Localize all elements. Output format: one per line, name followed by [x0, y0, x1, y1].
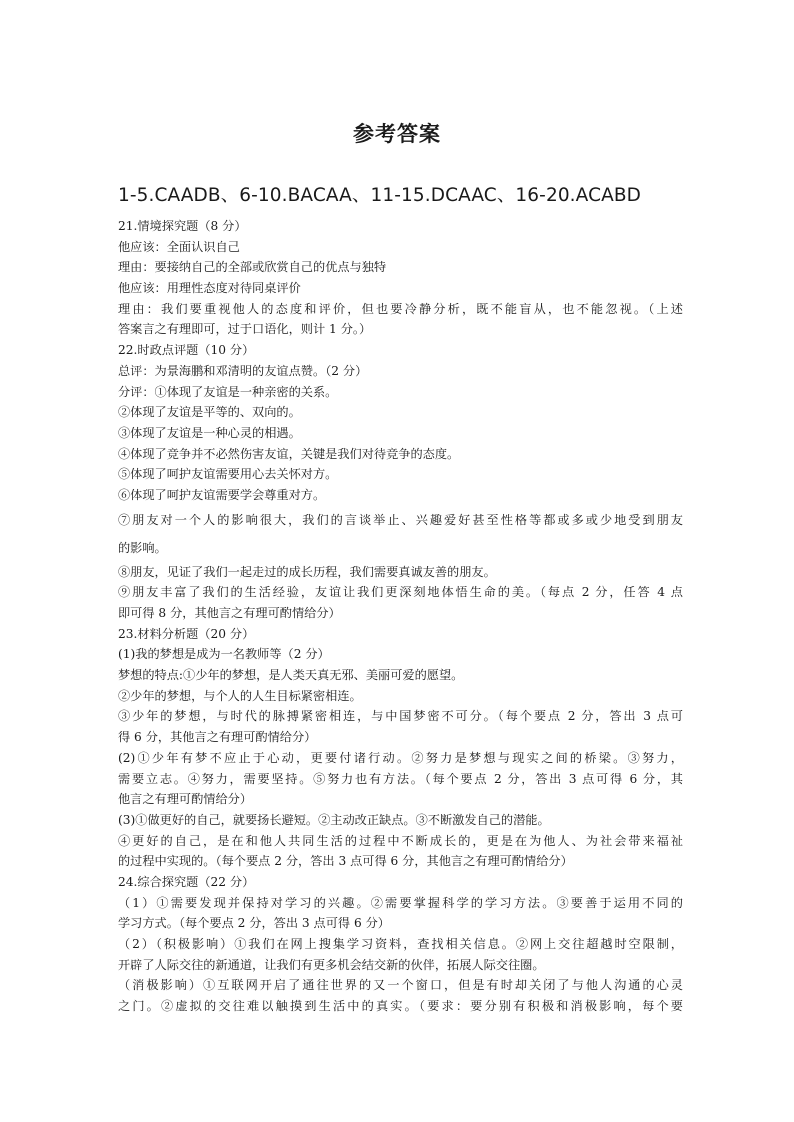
- text-line: 他言之有理可酌情给分）: [118, 792, 253, 807]
- text-line: (3)①做更好的自己，就要扬长避短。②主动改正缺点。③不断激发自己的潜能。: [118, 812, 550, 827]
- answer-body: [118, 216, 683, 1017]
- text-line: 答案言之有理即可，过于口语化，则计 1 分。）: [118, 322, 372, 337]
- text-line: (2)①少年有梦不应止于心动，更要付诸行动。②努力是梦想与现实之间的桥梁。③努力，: [118, 750, 683, 765]
- text-line: ⑥体现了呵护友谊需要学会尊重对方。: [118, 487, 326, 502]
- text-line: 理由：我们要重视他人的态度和评价，但也要冷静分析，既不能盲从，也不能忽视。（上述: [118, 301, 683, 316]
- text-line: 理由：要接纳自己的全部或欣赏自己的优点与独特: [118, 260, 387, 275]
- text-line: 21.情境探究题（8 分）: [118, 219, 247, 233]
- text-line: 24.综合探究题（22 分）: [118, 874, 255, 889]
- text-line: ②体现了友谊是平等的、双向的。: [118, 405, 301, 420]
- text-line: （2）（积极影响）①我们在网上搜集学习资料，查找相关信息。②网上交往超越时空限制，: [118, 937, 683, 951]
- text-line: （1）①需要发现并保持对学习的兴趣。②需要掌握科学的学习方法。③要善于运用不同的: [118, 895, 683, 910]
- text-line: ⑦朋友对一个人的影响很大，我们的言谈举止、兴趣爱好甚至性格等都或多或少地受到朋友: [118, 512, 683, 527]
- text-line: 的影响。: [118, 540, 167, 555]
- text-line: 分评：①体现了友谊是一种亲密的关系。: [118, 384, 338, 399]
- text-line: 之门。②虚拟的交往难以触摸到生活中的真实。（要求：要分别有积极和消极影响，每个要: [118, 999, 683, 1014]
- text-line: 需要立志。④努力，需要坚持。⑤努力也有方法。（每个要点 2 分，答出 3 点可得 6 分，其: [118, 771, 683, 786]
- text-line: （消极影响）①互联网开启了通往世界的又一个窗口，但是有时却关闭了与他人沟通的心灵: [118, 978, 683, 993]
- text-line: 他应该：全面认识自己: [118, 239, 240, 254]
- text-line: ③少年的梦想，与时代的脉搏紧密相连，与中国梦密不可分。（每个要点 2 分，答出 3 点可: [118, 709, 683, 724]
- page-title: 参考答案: [353, 122, 441, 146]
- text-line: 总评：为景海鹏和邓清明的友谊点赞。（2 分）: [118, 363, 368, 378]
- text-line: 22.时政点评题（10 分）: [118, 343, 255, 358]
- choice-answers: 1-5.CAADB、6-10.BACAA、11-15.DCAAC、16-20.ACABD: [118, 185, 642, 206]
- text-line: 梦想的特点:①少年的梦想，是人类天真无邪、美丽可爱的愿望。: [118, 668, 464, 683]
- text-line: ⑤体现了呵护友谊需要用心去关怀对方。: [118, 467, 338, 482]
- text-line: 即可得 8 分，其他言之有理可酌情给分）: [118, 606, 341, 620]
- text-line: 得 6 分，其他言之有理可酌情给分）: [118, 730, 317, 745]
- text-line: ②少年的梦想，与个人的人生目标紧密相连。: [118, 688, 362, 703]
- text-line: ③体现了友谊是一种心灵的相遇。: [118, 425, 301, 440]
- text-line: 的过程中实现的。（每个要点 2 分，答出 3 点可得 6 分，其他言之有理可酌情给分）: [118, 854, 573, 869]
- text-line: ⑨朋友丰富了我们的生活经验，友谊让我们更深刻地体悟生命的美。（每点 2 分，任答 4 点: [118, 585, 683, 600]
- text-line: ④更好的自己，是在和他人共同生活的过程中不断成长的，更是在为他人、为社会带来福祉: [118, 833, 683, 848]
- text-line: 他应该：用理性态度对待同桌评价: [118, 281, 301, 296]
- text-line: 开辟了人际交往的新通道，让我们有更多机会结交新的伙伴，拓展人际交往圈。: [118, 957, 545, 972]
- text-line: 23.材料分析题（20 分）: [118, 626, 255, 641]
- text-line: ⑧朋友，见证了我们一起走过的成长历程，我们需要真诚友善的朋友。: [118, 564, 496, 579]
- text-line: 学习方式。（每个要点 2 分，答出 3 点可得 6 分）: [118, 916, 390, 931]
- text-line: (1)我的梦想是成为一名教师等（2 分）: [118, 647, 330, 662]
- text-line: ④体现了竞争并不必然伤害友谊，关键是我们对待竞争的态度。: [118, 446, 460, 461]
